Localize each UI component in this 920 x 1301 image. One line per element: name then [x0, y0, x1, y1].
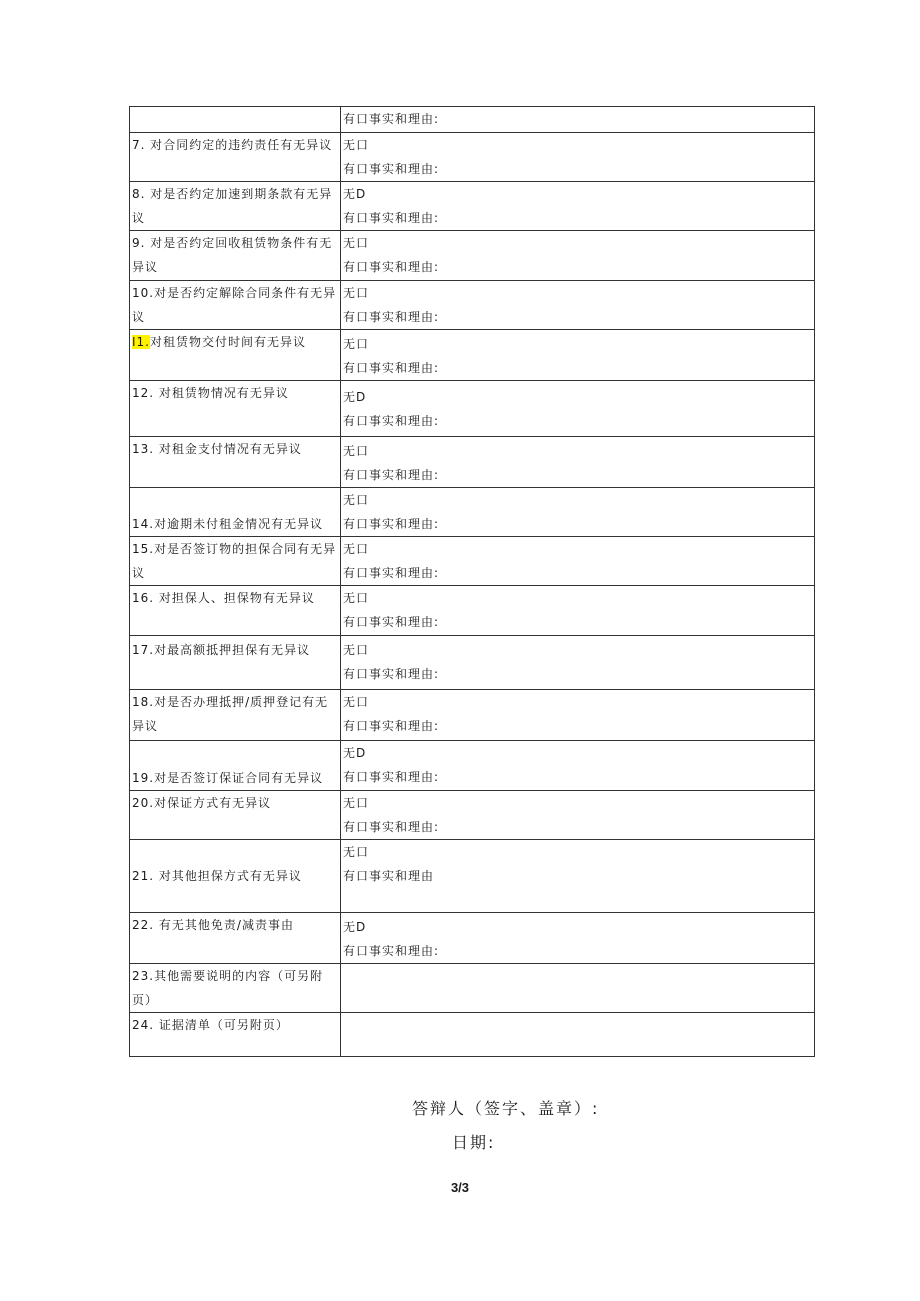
reason-line: 有口事实和理由: — [343, 361, 440, 375]
question-cell: 18.对是否办理抵押/质押登记有无异议 — [130, 690, 341, 741]
no-option: 无口 — [343, 643, 370, 657]
no-option: 无口 — [343, 236, 370, 250]
answer-cell — [341, 231, 815, 281]
question-cell: 17.对最高额抵押担保有无异议 — [130, 636, 341, 690]
question-cell: 24. 证据清单（可另附页） — [130, 1013, 341, 1057]
table-row — [130, 437, 815, 488]
no-option: 无口 — [343, 337, 370, 351]
answer-cell — [341, 586, 815, 636]
question-cell: 9. 对是否约定回收租赁物条件有无异议 — [130, 231, 341, 281]
question-cell: 10.对是否约定解除合同条件有无异议 — [130, 281, 341, 330]
table-row — [130, 381, 815, 437]
question-cell: 21. 对其他担保方式有无异议 — [130, 840, 341, 913]
table-row — [130, 330, 815, 381]
question-cell: 14.对逾期未付租金情况有无异议 — [130, 488, 341, 537]
question-cell: 16. 对担保人、担保物有无异议 — [130, 586, 341, 636]
highlight-mark: I1. — [132, 335, 150, 349]
answer-cell — [341, 537, 815, 586]
no-option: 无口 — [343, 845, 370, 859]
reason-line: 有口事实和理由: — [343, 468, 440, 482]
no-option: 无口 — [343, 493, 370, 507]
reason-line: 有口事实和理由: — [343, 719, 440, 733]
table-row — [130, 964, 815, 1013]
answer-cell — [341, 1013, 815, 1057]
question-cell: 20.对保证方式有无异议 — [130, 791, 341, 840]
reason-line: 有口事实和理由: — [343, 566, 440, 580]
answer-cell — [341, 690, 815, 741]
no-option: 无D — [343, 920, 367, 934]
reason-line: 有口事实和理由: — [343, 820, 440, 834]
table-row — [130, 182, 815, 231]
answer-cell — [341, 107, 815, 133]
no-option: 无口 — [343, 796, 370, 810]
no-option: 无口 — [343, 444, 370, 458]
answer-cell — [341, 488, 815, 537]
question-cell: 8. 对是否约定加速到期条款有无异议 — [130, 182, 341, 231]
answer-cell — [341, 133, 815, 182]
answer-cell — [341, 437, 815, 488]
answer-cell — [341, 741, 815, 791]
question-cell: 22. 有无其他免责/减责事由 — [130, 913, 341, 964]
question-cell: 12. 对租赁物情况有无异议 — [130, 381, 341, 437]
table-row — [130, 636, 815, 690]
no-option: 无口 — [343, 695, 370, 709]
answer-cell — [341, 182, 815, 231]
reason-line: 有口事实和理由: — [343, 667, 440, 681]
table-row — [130, 231, 815, 281]
reason-line: 有口事实和理由: — [343, 615, 440, 629]
page-number: 3/3 — [450, 1180, 470, 1195]
table-row — [130, 791, 815, 840]
table-row — [130, 537, 815, 586]
table-row — [130, 586, 815, 636]
answer-cell — [341, 840, 815, 913]
question-cell — [130, 107, 341, 133]
question-cell: 15.对是否签订物的担保合同有无异议 — [130, 537, 341, 586]
reason-line: 有口事实和理由: — [343, 414, 440, 428]
answer-cell — [341, 913, 815, 964]
no-option: 无D — [343, 187, 367, 201]
no-option: 无口 — [343, 286, 370, 300]
question-cell: 19.对是否签订保证合同有无异议 — [130, 741, 341, 791]
question-cell: 23.其他需要说明的内容（可另附页） — [130, 964, 341, 1013]
answer-cell — [341, 330, 815, 381]
no-option: 无D — [343, 390, 367, 404]
table-row — [130, 840, 815, 913]
reason-line: 有口事实和理由: — [343, 260, 440, 274]
date-label: 日期: — [452, 1133, 496, 1152]
no-option: 无口 — [343, 591, 370, 605]
answer-cell — [341, 964, 815, 1013]
reason-line: 有口事实和理由: — [343, 770, 440, 784]
reason-line: 有口事实和理由: — [343, 310, 440, 324]
question-cell: 13. 对租金支付情况有无异议 — [130, 437, 341, 488]
table-row — [130, 741, 815, 791]
table-row — [130, 690, 815, 741]
respondent-signature-label: 答辩人（签字、盖章）: — [412, 1099, 600, 1118]
reason-line: 有口事实和理由 — [343, 869, 435, 883]
answer-cell — [341, 636, 815, 690]
reason-line: 有口事实和理由: — [343, 944, 440, 958]
answer-form-table — [129, 106, 815, 1057]
reason-line: 有口事实和理由: — [343, 517, 440, 531]
table-row — [130, 913, 815, 964]
table-row — [130, 1013, 815, 1057]
question-cell: I1.对租赁物交付时间有无异议 — [130, 330, 341, 381]
table-row — [130, 107, 815, 133]
table-row — [130, 488, 815, 537]
table-row — [130, 281, 815, 330]
no-option: 无口 — [343, 138, 370, 152]
reason-line: 有口事实和理由: — [343, 112, 440, 126]
answer-cell — [341, 791, 815, 840]
question-cell: 7. 对合同约定的违约责任有无异议 — [130, 133, 341, 182]
no-option: 无D — [343, 746, 367, 760]
answer-cell — [341, 281, 815, 330]
table-row — [130, 133, 815, 182]
reason-line: 有口事实和理由: — [343, 211, 440, 225]
answer-cell — [341, 381, 815, 437]
reason-line: 有口事实和理由: — [343, 162, 440, 176]
no-option: 无口 — [343, 542, 370, 556]
